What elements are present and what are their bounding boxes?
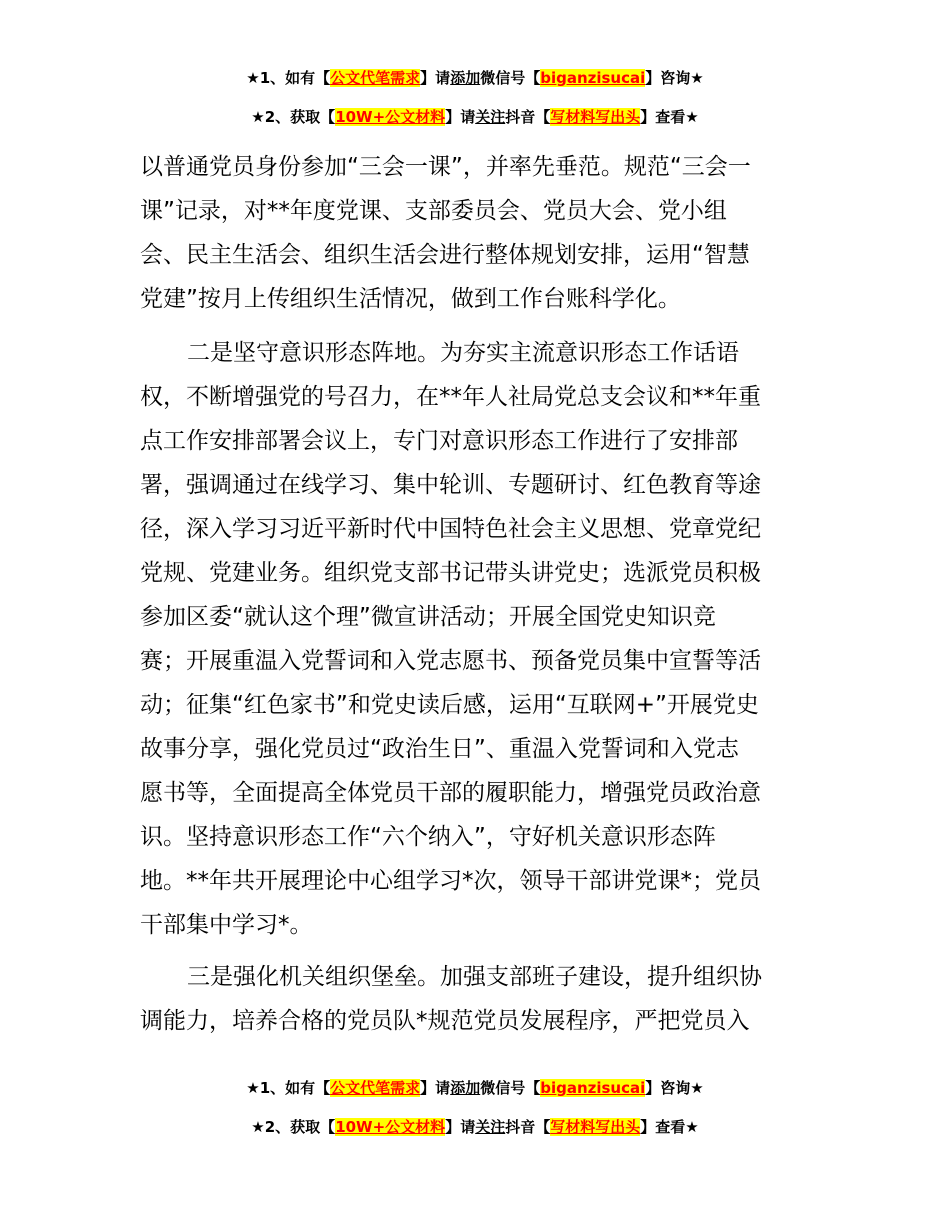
banner-text: 抖音【 xyxy=(505,1118,551,1136)
banner-highlight: biganzisucai xyxy=(540,69,646,87)
banner-highlight: 10W+公文材料 xyxy=(335,1118,446,1136)
banner-text: 】查看★ xyxy=(640,1118,699,1136)
banner-text: 】咨询★ xyxy=(645,1079,704,1097)
body-line: 权，不断增强党的号召力，在**年人社局党总支会议和**年重 xyxy=(140,384,761,410)
banner-highlight: 10W+公文材料 xyxy=(335,108,446,126)
banner-text: 】请 xyxy=(420,1079,451,1097)
banner-text: ★2、获取【 xyxy=(251,108,336,126)
banner-text: ★1、如有【 xyxy=(246,69,331,87)
body-line: 动；征集“红色家书”和党史读后感，运用“互联网+”开展党史 xyxy=(140,692,759,718)
banner-text: 抖音【 xyxy=(505,108,551,126)
body-line: 调能力，培养合格的党员队*规范党员发展程序，严把党员入 xyxy=(140,1008,750,1034)
body-line: 以普通党员身份参加“三会一课”，并率先垂范。规范“三会一 xyxy=(140,154,751,180)
banner-text: 】咨询★ xyxy=(645,69,704,87)
banner-highlight: 写材料写出头 xyxy=(550,108,641,126)
banner-highlight: 公文代笔需求 xyxy=(330,69,421,87)
banner-text: ★2、获取【 xyxy=(251,1118,336,1136)
promo-banner-bottom-2 xyxy=(0,1116,950,1138)
body-line: 赛；开展重温入党誓词和入党志愿书、预备党员集中宣誓等活 xyxy=(140,648,761,674)
body-line: 故事分享，强化党员过“政治生日”、重温入党誓词和入党志 xyxy=(140,736,739,762)
body-line: 愿书等，全面提高全体党员干部的履职能力，增强党员政治意 xyxy=(140,780,761,806)
banner-text: 】查看★ xyxy=(640,108,699,126)
banner-underline: 添加 xyxy=(450,1079,481,1097)
body-line: 会、民主生活会、组织生活会进行整体规划安排，运用“智慧 xyxy=(140,242,750,268)
body-line: 参加区委“就认这个理”微宣讲活动；开展全国党史知识竞 xyxy=(140,604,716,630)
banner-highlight: 公文代笔需求 xyxy=(330,1079,421,1097)
banner-underline: 添加 xyxy=(450,69,481,87)
banner-text: ★1、如有【 xyxy=(246,1079,331,1097)
promo-banner-top-2 xyxy=(0,106,950,128)
body-line: 署，强调通过在线学习、集中轮训、专题研讨、红色教育等途 xyxy=(140,472,761,498)
promo-banner-bottom-1 xyxy=(0,1077,950,1099)
banner-underline: 关注 xyxy=(475,108,506,126)
banner-text: 】请 xyxy=(445,108,476,126)
body-line: 干部集中学习*。 xyxy=(140,912,313,938)
promo-banner-top-1 xyxy=(0,67,950,89)
banner-highlight: biganzisucai xyxy=(540,1079,646,1097)
body-line: 课”记录，对**年度党课、支部委员会、党员大会、党小组 xyxy=(140,198,727,224)
banner-text: 】请 xyxy=(445,1118,476,1136)
body-line: 地。**年共开展理论中心组学习*次，领导干部讲党课*；党员 xyxy=(140,868,761,894)
body-line: 党规、党建业务。组织党支部书记带头讲党史；选派党员积极 xyxy=(140,560,761,586)
banner-highlight: 写材料写出头 xyxy=(550,1118,641,1136)
body-line: 径，深入学习习近平新时代中国特色社会主义思想、党章党纪 xyxy=(140,516,761,542)
body-line: 识。坚持意识形态工作“六个纳入”，守好机关意识形态阵 xyxy=(140,824,716,850)
banner-underline: 关注 xyxy=(475,1118,506,1136)
banner-text: 】请 xyxy=(420,69,451,87)
banner-text: 微信号【 xyxy=(480,69,541,87)
body-line: 点工作安排部署会议上，专门对意识形态工作进行了安排部 xyxy=(140,428,738,454)
paragraph-start: 二是坚守意识形态阵地。为夯实主流意识形态工作话语 xyxy=(187,340,739,366)
body-line: 党建”按月上传组织生活情况，做到工作台账科学化。 xyxy=(140,286,681,312)
banner-text: 微信号【 xyxy=(480,1079,541,1097)
paragraph-start: 三是强化机关组织堡垒。加强支部班子建设，提升组织协 xyxy=(187,964,762,990)
